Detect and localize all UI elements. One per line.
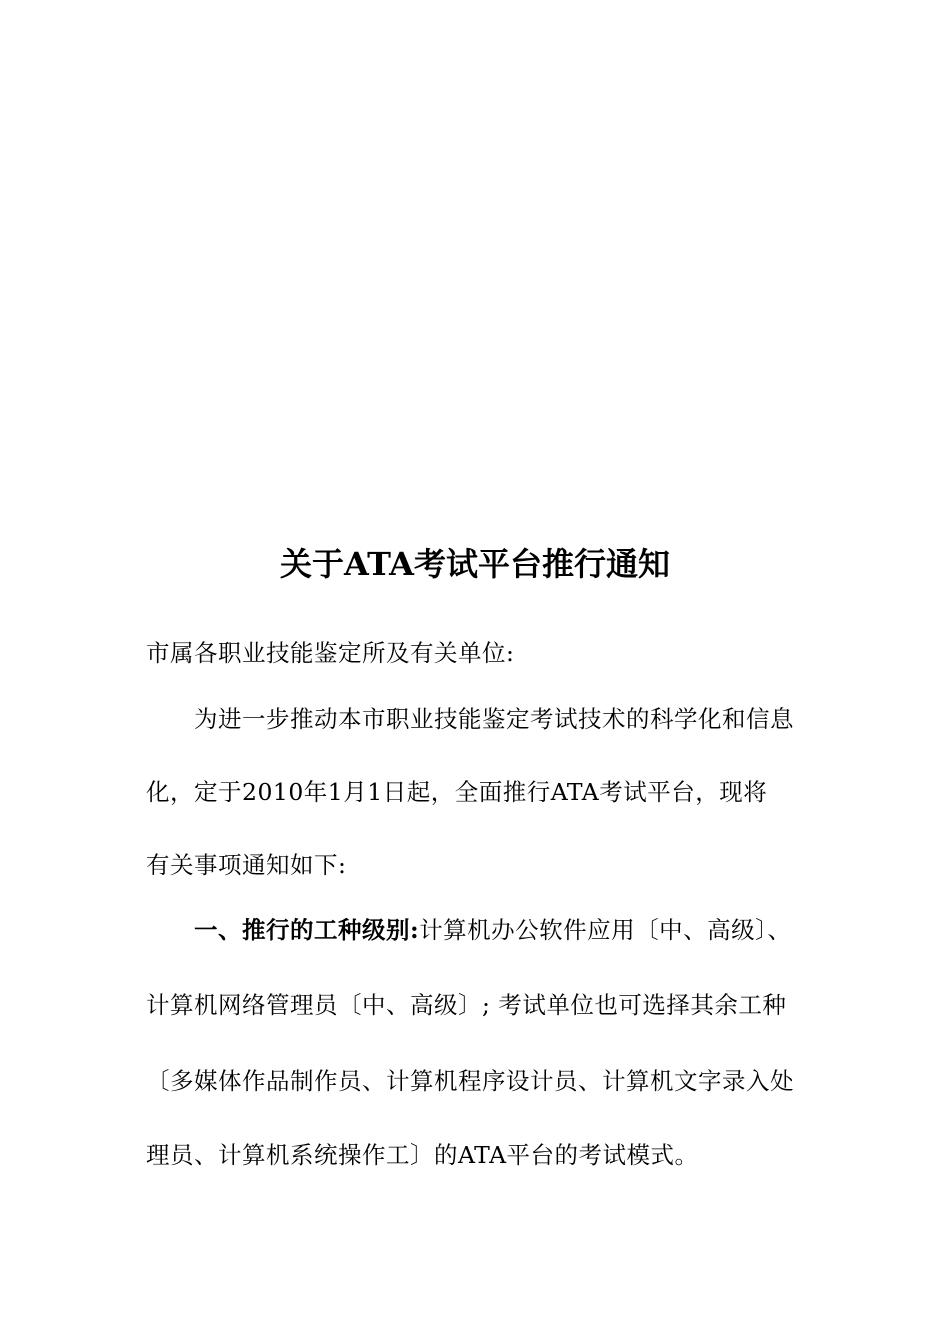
paragraph1-line3: 有关事项通知如下: [146, 851, 347, 879]
paragraph1-line1: 为进一步推动本市职业技能鉴定考试技术的科学化和信息 [194, 705, 794, 733]
section1-heading: 一、推行的工种级别: [194, 916, 420, 944]
document-title: 关于ATA考试平台推行通知 [280, 545, 670, 583]
section1-line1 [194, 914, 791, 946]
section1-line3: 〔多媒体作品制作员、计算机程序设计员、计算机文字录入处 [146, 1067, 794, 1095]
section1-line1-text: 计算机办公软件应用〔中、高级〕、 [419, 916, 792, 944]
section1-line4: 理员、计算机系统操作工〕的ATA平台的考试模式。 [146, 1141, 699, 1169]
paragraph1-line2: 化，定于2010年1月1日起，全面推行ATA考试平台，现将 [146, 778, 768, 806]
section1-line2: 计算机网络管理员〔中、高级〕; 考试单位也可选择其余工种 [146, 991, 787, 1019]
salutation: 市属各职业技能鉴定所及有关单位: [146, 639, 515, 667]
